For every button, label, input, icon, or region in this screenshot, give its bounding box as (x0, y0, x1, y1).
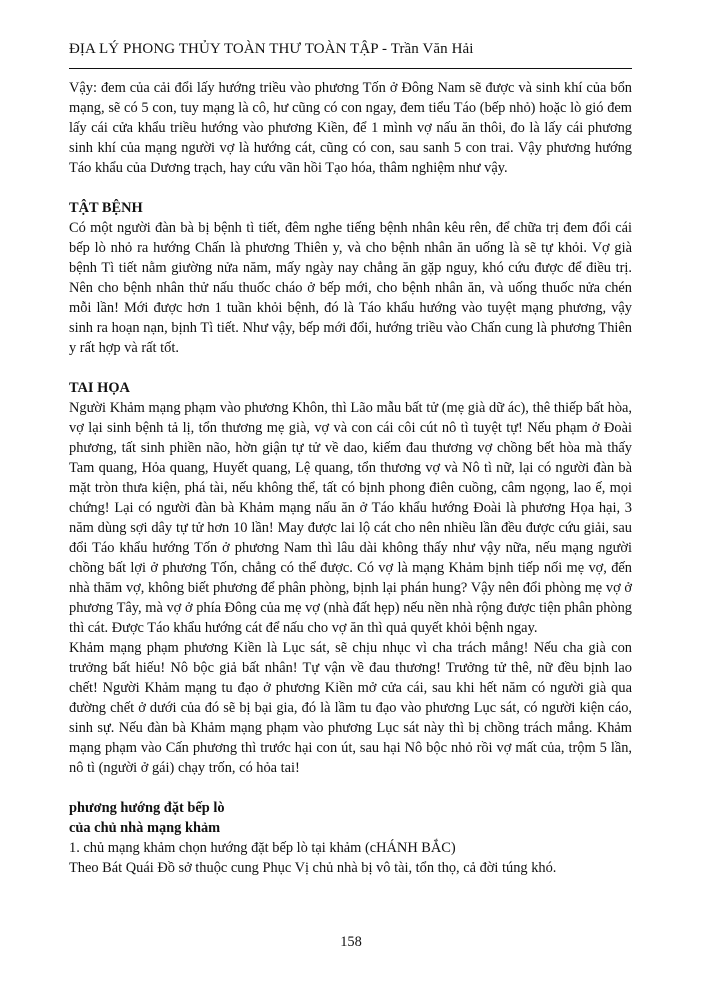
page-number: 158 (340, 934, 362, 950)
intro-paragraph: Vậy: đem của cải đổi lấy hướng triều vào phương Tốn ở Đông Nam sẽ được và sinh khí của bổn mạng, sẽ có 5 con, tuy mạng là cô, hư cũng có con ngay, đem tiểu Táo (bếp nhỏ) hoặc lò gió đem lấy cái cửa khẩu triều hướng vào phương Kiền, để 1 mình vợ nấu ăn thôi, đo là lấy cái phương sinh khí của mạng người vợ là hướng cát, cũng có con, sau sanh 5 con trai. Vậy phương hướng Táo khẩu của Dương trạch, hay cứu vãn hồi Tạo hóa, thâm nghiệm như vậy. (69, 80, 632, 176)
tat-benh-paragraph: Có một người đàn bà bị bệnh tì tiết, đêm nghe tiếng bệnh nhân kêu rên, để chữa trị đem đổi cái bếp lò nhỏ ra hướng Chấn là phương Thiên y, và cho bệnh nhân ăn uống là sẽ tự khỏi. Vợ già bệnh Tì tiết nằm giường nửa năm, mấy ngày nay chẳng ăn gặp nguy, khó cứu được để điều trị. Nên cho bệnh nhân thử nấu thuốc cháo ở bếp mới, cho bệnh nhân ăn, và uống thuốc nửa chén mỗi lần! Mới được hơn 1 tuần khỏi bệnh, đó là Táo khẩu hướng vào tuyệt mạng phương, vậy sinh ra hoạn nạn, bịnh Tì tiết. Như vậy, bếp mới đổi, hướng triều vào Chấn cung là phương Thiên y rất hợp và rất tốt. (69, 220, 632, 356)
section-heading-phuong-huong-2: của chủ nhà mạng khảm (69, 820, 221, 836)
section-gap (69, 358, 632, 378)
section-heading-phuong-huong-1: phương hướng đặt bếp lò (69, 800, 225, 816)
page-body (69, 78, 632, 878)
section-gap (69, 778, 632, 798)
running-header: ĐỊA LÝ PHONG THỦY TOÀN THƯ TOÀN TẬP - Trần Văn Hải (69, 41, 474, 57)
phuong-huong-paragraph: Theo Bát Quái Đồ sở thuộc cung Phục Vị chủ nhà bị vô tài, tổn thọ, cả đời túng khó. (69, 860, 557, 876)
tai-hoa-paragraph-1: Người Khảm mạng phạm vào phương Khôn, thì Lão mẫu bất tử (mẹ già dữ ác), thê thiếp bất hòa, vợ lại sinh bệnh tả lị, tổn thương mẹ già, vợ và con cái côi cút nô tì tuyệt tự! Nếu phạm ở Đoài phương, tất sinh phiền não, hờn giận tự tử về dao, kiếm đau thương vợ chồng bết hòa mà thấy Tam quang, Hỏa quang, Huyết quang, Lệ quang, tổn thương vợ và Nô tì nữ, lại có người đàn bà mặt tròn thưa kiện, phá tài, nếu không thể, tất có bịnh phong điên cuồng, câm ngọng, lao ế, mọi chứng! Lại có người đàn bà Khảm mạng nấu ăn ở Táo khẩu hướng Đoài là phương Họa hại, 3 năm dùng sợi dây tự tử hơn 10 lần! May được lai lộ cát cho nên nhiều lần đều được cứu giải, sau đổi Táo khẩu hướng Tốn ở phương Nam thì lâu dài không thấy như vậy nữa, nếu mạng người chồng bất lợi ở phương Tốn, chẳng có thể được. Có vợ là mạng Khảm bịnh tiếp nối mẹ vợ, đến nhà thăm vợ, không biết phương để phân phòng, bịnh lại phán hung? Vậy nên đổi phòng mẹ vợ ở phương Tây, mà vợ ở phía Đông của mẹ vợ (nhà đất hẹp) nếu nền nhà rộng được tiện phân phòng thì cát. Được Táo khẩu hướng cát để nấu cho vợ ăn thì quả quyết khỏi bệnh ngay. (69, 400, 632, 636)
tai-hoa-paragraph-2: Khảm mạng phạm phương Kiền là Lục sát, sẽ chịu nhục vì cha trách mắng! Nếu cha già con trưởng bất hiếu! Nô bộc giả bất nhân! Tự vận về đau thương! Trưởng tử thê, nữ đều bịnh lao chết! Người Khảm mạng tu đạo ở phương Kiền mở cửa cái, sau khi hết năm có người già qua đường chết ở dưới của đó sẽ bị bại gia, đó là lầm tu đạo vào phương Lục sát, có người kiện cáo, sinh sự. Nếu đàn bà Khảm mạng phạm vào phương Lục sát này thì bị chồng trách mắng. Khảm mạng phạm vào Cấn phương thì trước hại con út, sau hại Nô bộc nhỏ rồi vợ mất của, trộm 5 lần, nô tì (người ở gái) chạy trốn, có hỏa tai! (69, 640, 632, 776)
section-gap (69, 178, 632, 198)
section-heading-tai-hoa: TAI HỌA (69, 380, 130, 396)
header-rule (69, 68, 632, 69)
list-item-1: 1. chủ mạng khảm chọn hướng đặt bếp lò tại khảm (cHÁNH BẮC) (69, 840, 456, 856)
section-heading-tat-benh: TẬT BỆNH (69, 200, 143, 216)
